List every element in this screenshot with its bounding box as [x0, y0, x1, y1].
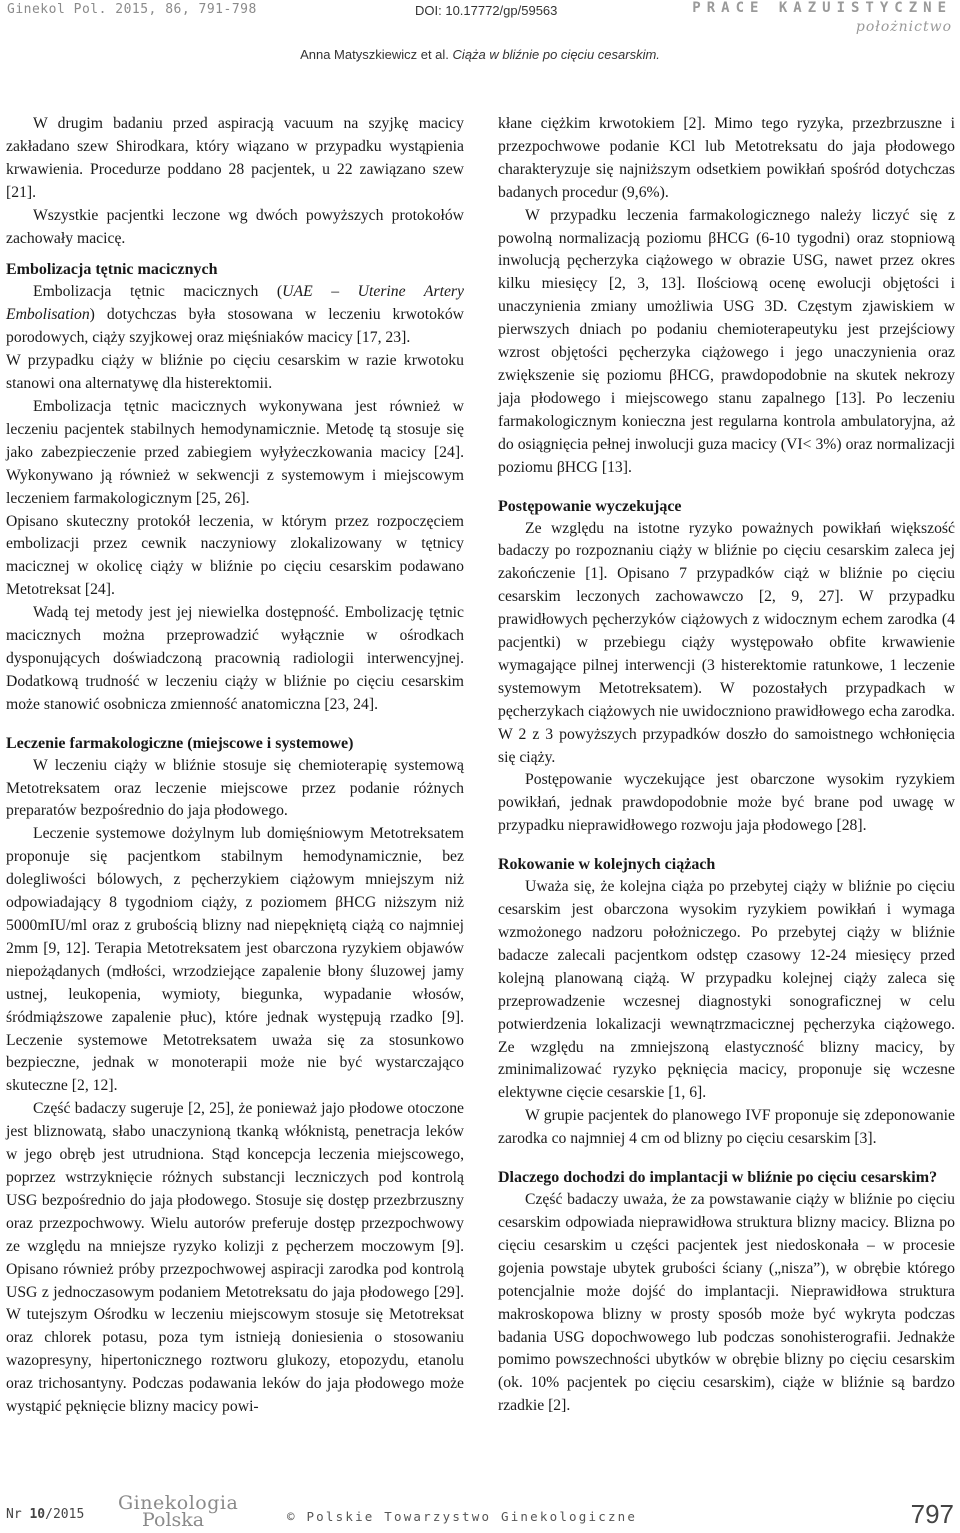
paragraph: W drugim badaniu przed aspiracją vacuum na szyjkę macicy zakładano szew Shirodkara, który wiązano w przypadku wystąpienia krwawienia. Procedurze poddano 28 pacjentek, u 22 zawiązano szew [21]. — [6, 115, 464, 201]
issue-prefix: Nr — [6, 1507, 22, 1522]
paragraph: Postępowanie wyczekujące jest obarczone wysokim ryzykiem powikłań, jednak prawdopodobnie może być brane pod uwagę w przypadku nieprawidłowego rozwoju jaja płodowego [28]. — [498, 771, 955, 835]
page-header — [0, 0, 960, 70]
paragraph: W przypadku leczenia farmakologicznego należy liczyć się z powolną normalizacją poziomu βHCG (6-10 tygodni) oraz stopniową inwolucją pęcherzyka ciążowego w obrazie USG, nawet przez okres kilku miesięcy [2, 3, 13]. Ilościową ocenę ewolucji objętości i unaczynienia zmiany umożliwia USG 3D. Częstym zjawiskiem w pierwszych dniach po podaniu chemioterapeutyku jest przejściowy wzrost objętości pęcherzyka ciążowego i jego unaczynienia oraz zwiększenie się poziomu βHCG, prawdopodobnie na skutek nekrozy jaja płodowego i miejscowego stanu zapalnego [13]. Po leczeniu farmakologicznym konieczna jest regularna kontrola ambulatoryjna, aż do osiągnięcia pełnej inwolucji guza macicy (VI< 3%) oraz normalizacji poziomu βHCG [13]. — [498, 206, 955, 476]
paragraph — [6, 281, 464, 350]
paragraph: W przypadku ciąży w bliźnie po cięciu cesarskim w razie krwotoku stanowi ona alternatywę dla histerektomii. — [6, 352, 464, 393]
paragraph: Wszystkie pacjentki leczone wg dwóch powyższych protokołów zachowały macicę. — [6, 206, 464, 247]
section-heading-embolizacja: Embolizacja tętnic macicznych — [6, 261, 218, 279]
paragraph: Część badaczy sugeruje [2, 25], że ponieważ jajo płodowe otoczone jest bliznowatą, słabo unaczynioną tkanką włóknistą, penetracja leków w jego obręb jest utrudniona. Stąd koncepcja leczenia miejscowego, poprzez wstrzyknięcie różnych substancji leczniczych pod kontrolą USG bezpośrednio do jaja płodowego. Stosuje się dostęp przezbrzuszny oraz przezpochwowy. Wielu autorów preferuje dostęp przezpochwowy ze względu na mniejsze ryzyko kolizji z pęcherzem moczowym [9]. Opisano również próby przezpochwowej aspiracji zarodka pod kontrolą USG z jednoczasowym podaniem Metotreksatu do jaja płodowego [29]. W tutejszym Ośrodku w leczeniu miejscowym stosuje się Metotreksat oraz chlorek potasu, poza tym istnieją doniesienia o stosowaniu wazopresyny, hipertonicznego roztworu glukozy, etopozydu, etanolu oraz trichosantyny. Podczas podawania leków do jaja płodowego może wystąpić pęknięcie blizny macicy powi- — [6, 1100, 464, 1416]
running-head — [0, 47, 960, 62]
italic-term: UAE – Uterine Artery Embolisation — [6, 283, 464, 324]
issue-no: 10 — [29, 1507, 46, 1522]
issue-number — [6, 1507, 84, 1522]
page-number: 797 — [910, 1499, 954, 1529]
paragraph: Leczenie systemowe dożylnym lub domięśniowym Metotreksatem proponuje się pacjentkom stabilnym hemodynamicznie, bez dolegliwości bólowych, z pęcherzykiem ciążowym mniejszym niż odpowiadający 8 tygodniom ciąży, z poziomem βHCG niższym niż 5000mIU/ml oraz z grubością blizny nad niepękniętą ciążą co najmniej 2mm [9, 12]. Terapia Metotreksatem jest obarczona ryzykiem objawów niepożądanych (mdłości, wrzodziejące zapalenie błony śluzowej jamy ustnej, leukopenia, wymioty, biegunka, wypadanie włosów, śródmiąższowe zapalenie płuc), które jednak występują rzadko [9]. Leczenie systemowe Metotreksatem uważa się za stosunkowo bezpieczne, jednak w monoterapii może nie być wystarczająco skuteczne [2, 12]. — [6, 825, 464, 1095]
authors: Anna Matyszkiewicz et al. — [300, 47, 449, 62]
paragraph: Ze względu na istotne ryzyko poważnych powikłań większość badaczy po rozpoznaniu ciąży w bliźnie po cięciu cesarskim zaleca jej zakończenie [1]. Opisano 7 przypadków ciąż w bliźnie po cięciu cesarskim leczonych zachowawczo [2, 9, 27]. W przypadku prawidłowych pęcherzyków ciążowych z widocznym echem zarodka (4 pacjentki) w przebiegu ciąży występowało obfite krwawienie wymagające pilnej interwencji (3 histerektomie ratunkowe, 1 leczenie systemowym Metotreksatem). W pozostałych przypadkach w pęcherzykach ciążowych nie uwidoczniono prawidłowego echa zarodka. W 2 z 3 powyższych przypadków doszło do samoistnego wchłonięcia się ciąży. — [498, 519, 955, 766]
paragraph-text: Embolizacja tętnic macicznych ( — [33, 283, 283, 301]
journal-logo — [118, 1492, 248, 1533]
issue-year: /2015 — [45, 1507, 85, 1522]
journal-citation: Ginekol Pol. 2015, 86, 791-798 — [7, 2, 257, 17]
right-column — [498, 113, 955, 1418]
paragraph: Część badaczy uważa, że za powstawanie ciąży w bliźnie po cięciu cesarskim odpowiada nieprawidłowa struktura blizny macicy. Blizna po cięciu cesarskim u części pacjentek jest niedoskonała – w procesie gojenia powstaje ubytek grubości ściany („nisza”), w obrębie którego potencjalnie może dojść do implantacji. Nieprawidłowa struktura makroskopowa blizny w prosty sposób może być wykryta podczas badania USG dopochwowego lub podczas sonohisterografii. Jednakże pomimo powszechności ubytków w obrębie blizny po cięciu cesarskim (ok. 10% pacjentek po cięciu cesarskim), ciąże w bliźnie są bardzo rzadkie [2]. — [498, 1191, 955, 1415]
paragraph-text: ) dotychczas była stosowana w leczeniu krwotoków porodowych, ciąży szyjkowej oraz mięśniaków macicy [17, 23]. — [6, 306, 464, 347]
section-label: położnictwo — [855, 19, 952, 35]
paragraph: Uważa się, że kolejna ciąża po przebytej ciąży w bliźnie po cięciu cesarskim jest obarczona wysokim ryzykiem powikłań i wymaga wzmożonego nadzoru położniczego. Po przebytej ciąży w bliźnie badacze zalecali pacjentkom odstęp czasowy 12-24 miesięcy przed kolejną planowaną ciążą. W przypadku kolejnej ciąży zaleca się przeprowadzenie wczesnej diagnostyki sonograficznej w celu potwierdzenia lokalizacji wewnątrzmacicznej pęcherzyka ciążowego. Ze względu na zmniejszoną elastyczność blizny macicy, by zminimalizować ryzyko pęknięcia macicy, proponuje się wczesne elektywne cięcie cesarskie [1, 6]. — [498, 878, 955, 1102]
short-title: Ciąża w bliźnie po cięciu cesarskim. — [452, 47, 660, 62]
section-heading-postepowanie: Postępowanie wyczekujące — [498, 497, 682, 515]
page-footer — [0, 1492, 960, 1533]
copyright: © Polskie Towarzystwo Ginekologiczne — [287, 1509, 638, 1524]
logo-line-2: Polska — [142, 1509, 205, 1531]
section-heading-leczenie: Leczenie farmakologiczne (miejscowe i systemowe) — [6, 734, 354, 752]
section-heading-rokowanie: Rokowanie w kolejnych ciążach — [498, 856, 716, 874]
paragraph: Opisano skuteczny protokół leczenia, w którym przez rozpoczęciem embolizacji przez cewnik naczyniowy zlokalizowany w tętnicy macicznej w okolicę ciąży w bliźnie po cięciu cesarskim podawano Metotreksat [24]. — [6, 512, 464, 599]
paragraph: kłane ciężkim krwotokiem [2]. Mimo tego ryzyka, przezbrzuszne i przezpochwowe podanie KCl lub Metotreksatu do jaja płodowego charakteryzuje się najniższym odsetkiem powikłań spośród dotychczas badanych procedur (9,6%). — [498, 115, 955, 201]
article-type: PRACE KAZUISTYCZNE — [692, 0, 952, 16]
doi: DOI: 10.17772/gp/59563 — [415, 3, 558, 18]
paragraph: W grupie pacjentek do planowego IVF proponuje się zdeponowanie zarodka co najmniej 4 cm od blizny po cięciu cesarskim [3]. — [498, 1107, 955, 1148]
paragraph: W leczeniu ciąży w bliźnie stosuje się chemioterapię systemową Metotreksatem oraz leczenie miejscowe przez podanie różnych preparatów bezpośrednio do jaja płodowego. — [6, 756, 464, 820]
section-heading-dlaczego: Dlaczego dochodzi do implantacji w bliźnie po cięciu cesarskim? — [498, 1169, 938, 1187]
paragraph: Embolizacja tętnic macicznych wykonywana jest również w leczeniu pacjentek stabilnych hemodynamicznie. Metodę tą stosuje się jako zabezpieczenie przed zabiegiem wyłyżeczkowania macicy [24]. Wykonywano ją również w sekwencji z systemowym i miejscowym leczeniem farmakologicznym [25, 26]. — [6, 397, 464, 507]
left-column — [6, 113, 464, 1419]
paragraph: Wadą tej metody jest jej niewielka dostępność. Embolizację tętnic macicznych można przeprowadzić wyłącznie w ośrodkach dysponujących doświadczoną pracownią radiologii interwencyjnej. Dodatkową trudność w leczeniu ciąży w bliźnie po cięciu cesarskim może stanowić osobnicza zmienność anatomiczna [23, 24]. — [6, 604, 464, 713]
logo-line-1: Ginekologia — [118, 1492, 239, 1514]
